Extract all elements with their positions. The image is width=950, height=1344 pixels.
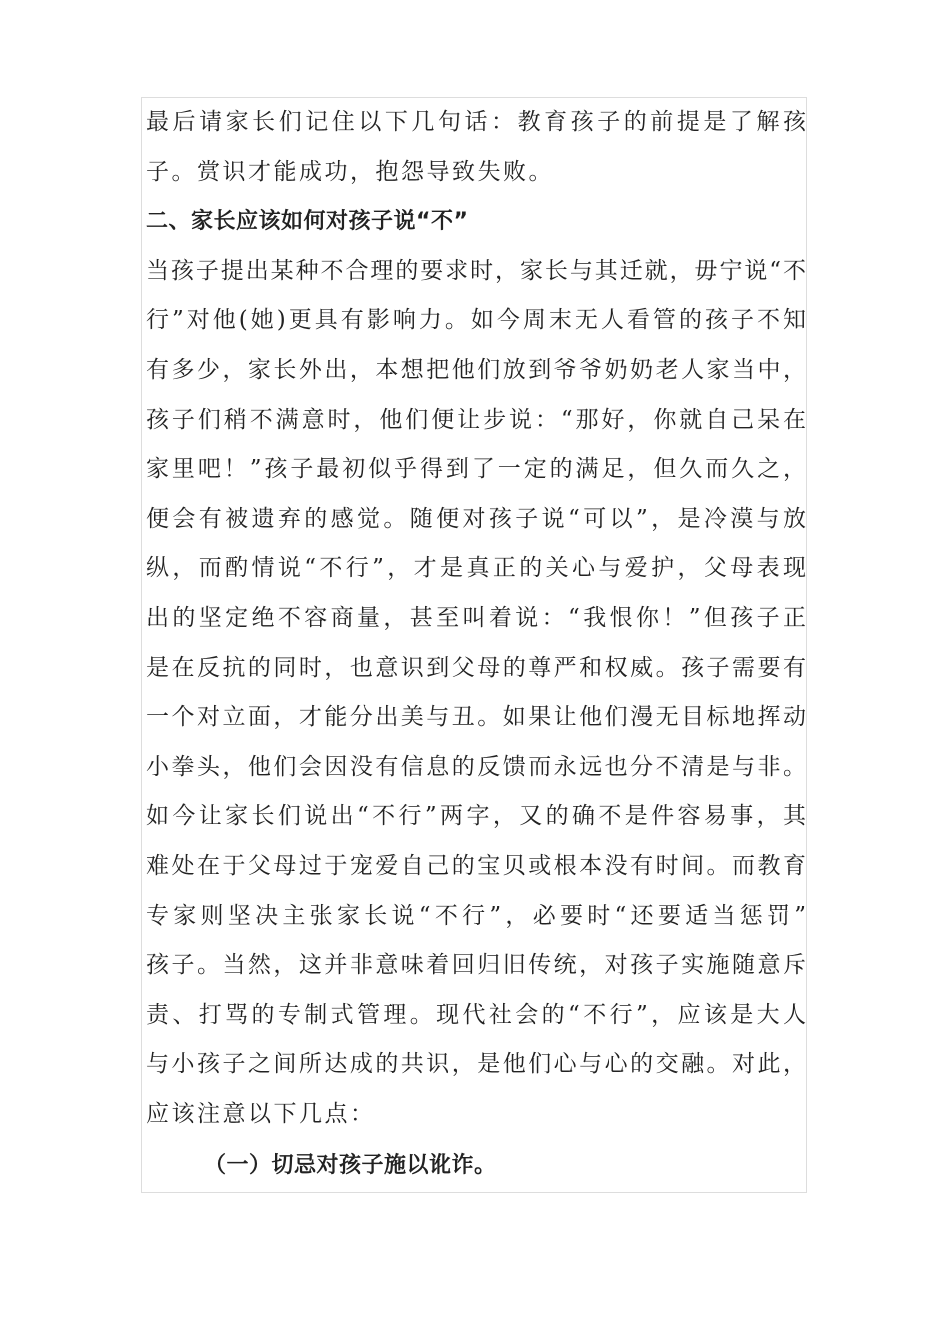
paragraph-line: 便会有被遗弃的感觉。随便对孩子说“可以”，是冷漠与放: [146, 505, 806, 532]
paragraph-line: 是在反抗的同时，也意识到父母的尊严和权威。孩子需要有: [146, 654, 806, 681]
paragraph-line: 应该注意以下几点：: [146, 1100, 376, 1127]
paragraph-line: 最后请家长们记住以下几句话：教育孩子的前提是了解孩: [146, 109, 806, 135]
paragraph-line: 孩子。当然，这并非意味着回归旧传统，对孩子实施随意斥: [146, 952, 806, 979]
paragraph-line: 一个对立面，才能分出美与丑。如果让他们漫无目标地挥动: [146, 704, 806, 731]
subsection-heading: （一）切忌对孩子施以讹诈。: [204, 1153, 497, 1179]
paragraph-line: 专家则坚决主张家长说“不行”，必要时“还要适当惩罚”: [146, 902, 806, 929]
paragraph-line: 当孩子提出某种不合理的要求时，家长与其迁就，毋宁说“不: [146, 257, 806, 284]
paragraph-line: 难处在于父母过于宠爱自己的宝贝或根本没有时间。而教育: [146, 852, 806, 879]
paragraph-line: 行”对他(她)更具有影响力。如今周末无人看管的孩子不知: [146, 307, 806, 334]
paragraph-line: 纵，而酌情说“不行”，才是真正的关心与爱护，父母表现: [146, 555, 806, 582]
paragraph-line: 责、打骂的专制式管理。现代社会的“不行”，应该是大人: [146, 1001, 806, 1028]
section-heading: 二、家长应该如何对孩子说“不”: [146, 209, 469, 235]
paragraph-line: 有多少，家长外出，本想把他们放到爷爷奶奶老人家当中，: [146, 356, 806, 383]
paragraph-line: 孩子们稍不满意时，他们便让步说：“那好，你就自己呆在: [146, 406, 806, 433]
paragraph-line: 出的坚定绝不容商量，甚至叫着说：“我恨你！”但孩子正: [146, 604, 806, 631]
paragraph-line: 如今让家长们说出“不行”两字，又的确不是件容易事，其: [146, 803, 806, 830]
paragraph-line: 家里吧！”孩子最初似乎得到了一定的满足，但久而久之，: [146, 456, 806, 483]
paragraph-line: 子。赏识才能成功，抱怨导致失败。: [146, 158, 554, 185]
paragraph-line: 与小孩子之间所达成的共识，是他们心与心的交融。对此，: [146, 1051, 806, 1078]
document-body: [146, 98, 806, 1191]
paragraph-line: 小拳头，他们会因没有信息的反馈而永远也分不清是与非。: [146, 753, 806, 780]
